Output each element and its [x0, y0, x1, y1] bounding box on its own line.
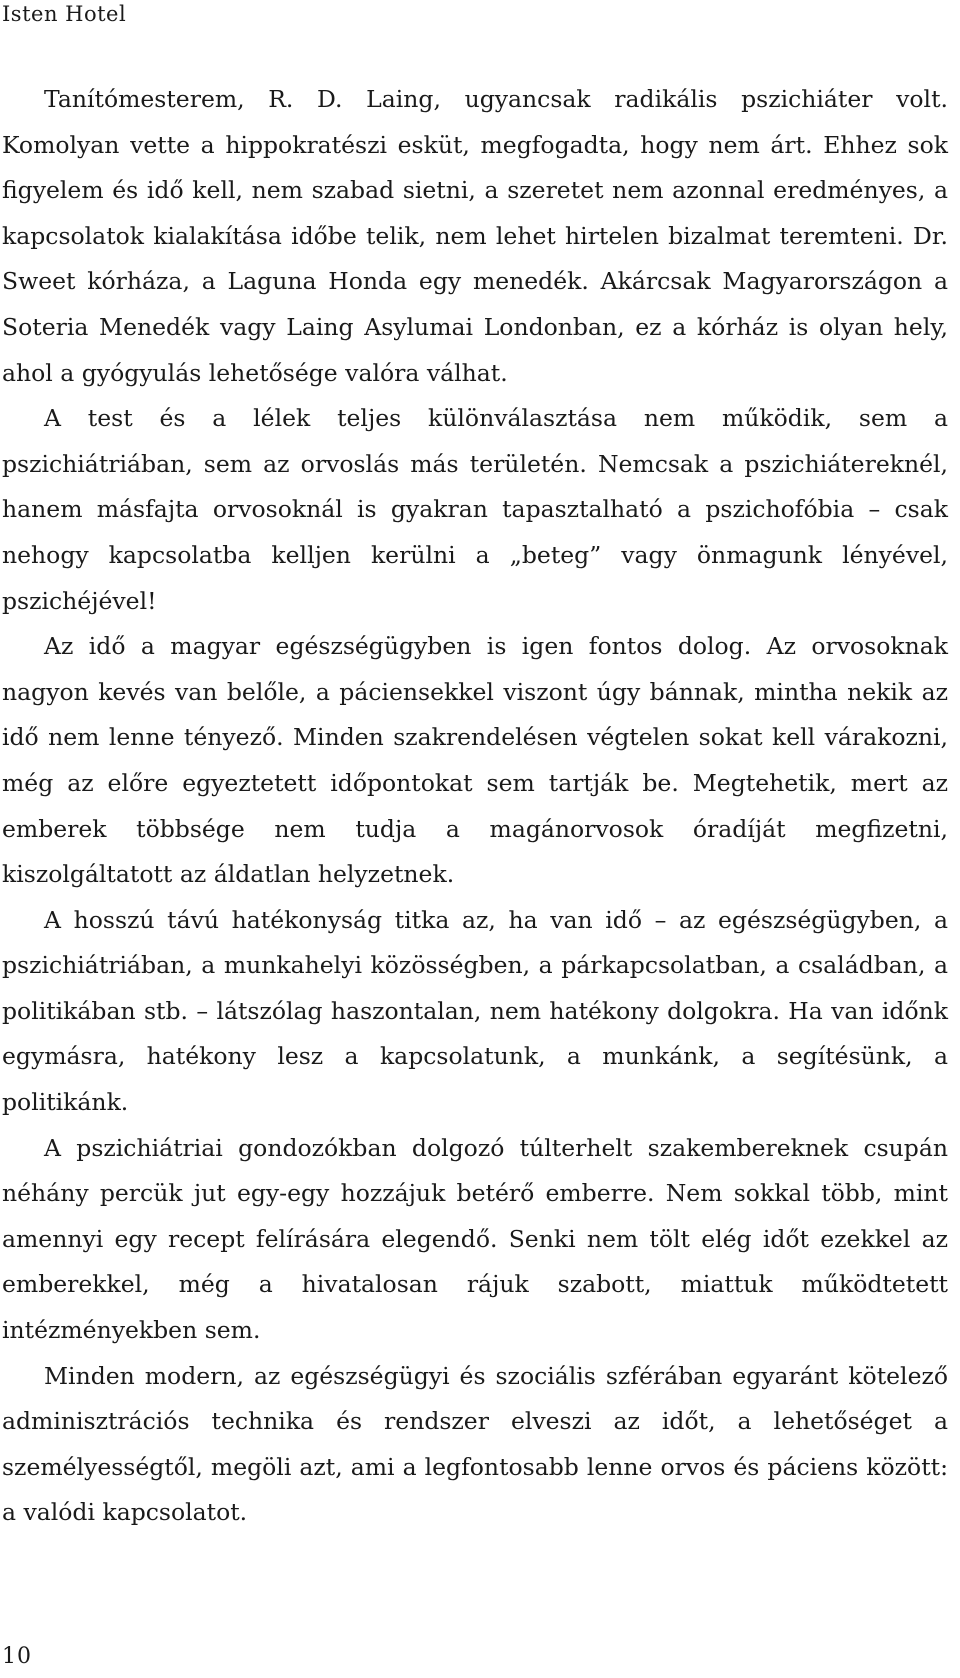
body-text — [2, 77, 948, 1536]
paragraph-1: Tanítómesterem, R. D. Laing, ugyancsak radikális pszichiáter volt. Komolyan vette a hippokratészi esküt, megfogadta, hogy nem árt. Ehhez sok figyelem és idő kell, nem szabad sietni, a szeretet nem azonnal eredményes, a kapcsolatok kialakítása időbe telik, nem lehet hirtelen bizalmat teremteni. Dr. Sweet kórháza, a Laguna Honda egy menedék. Akárcsak Magyarországon a Soteria Menedék vagy Laing Asylumai Londonban, ez a kórház is olyan hely, ahol a gyógyulás lehetősége valóra válhat. — [2, 85, 948, 387]
running-header-title: Isten Hotel — [2, 2, 127, 26]
page-number: 10 — [2, 1644, 32, 1669]
paragraph-3: Az idő a magyar egészségügyben is igen fontos dolog. Az orvosoknak nagyon kevés van belőle, a páciensekkel viszont úgy bánnak, mintha nekik az idő nem lenne tényező. Minden szakrendelésen végtelen sokat kell várakozni, még az előre egyeztetett időpontokat sem tartják be. Megtehetik, mert az emberek többsége nem tudja a magánorvosok óradíját megfizetni, kiszolgáltatott az áldatlan helyzetnek. — [2, 632, 948, 889]
paragraph-2: A test és a lélek teljes különválasztása nem működik, sem a pszichiátriában, sem az orvoslás más területén. Nemcsak a pszichiátereknél, hanem másfajta orvosoknál is gyakran tapasztalható a pszichofóbia – csak nehogy kapcsolatba kelljen kerülni a „beteg” vagy önmagunk lényével, pszichéjével! — [2, 404, 948, 615]
paragraph-6: Minden modern, az egészségügyi és szociális szférában egyaránt kötelező adminisztrációs technika és rendszer elveszi az időt, a lehetőséget a személyességtől, megöli azt, ami a legfontosabb lenne orvos és páciens között: a valódi kapcsolatot. — [2, 1361, 948, 1527]
paragraph-4: A hosszú távú hatékonyság titka az, ha van idő – az egészségügyben, a pszichiátriában, a munkahelyi közösségben, a párkapcsolatban, a családban, a politikában stb. – látszólag haszontalan, nem hatékony dolgokra. Ha van időnk egymásra, hatékony lesz a kapcsolatunk, a munkánk, a segítésünk, a politikánk. — [2, 905, 948, 1117]
paragraph-5: A pszichiátriai gondozókban dolgozó túlterhelt szakembereknek csupán néhány percük jut egy-egy hozzájuk betérő emberre. Nem sokkal több, mint amennyi egy recept felírására elegendő. Senki nem tölt elég időt ezekkel az emberekkel, még a hivatalosan rájuk szabott, miattuk működtetett intézményekben sem. — [2, 1133, 948, 1345]
